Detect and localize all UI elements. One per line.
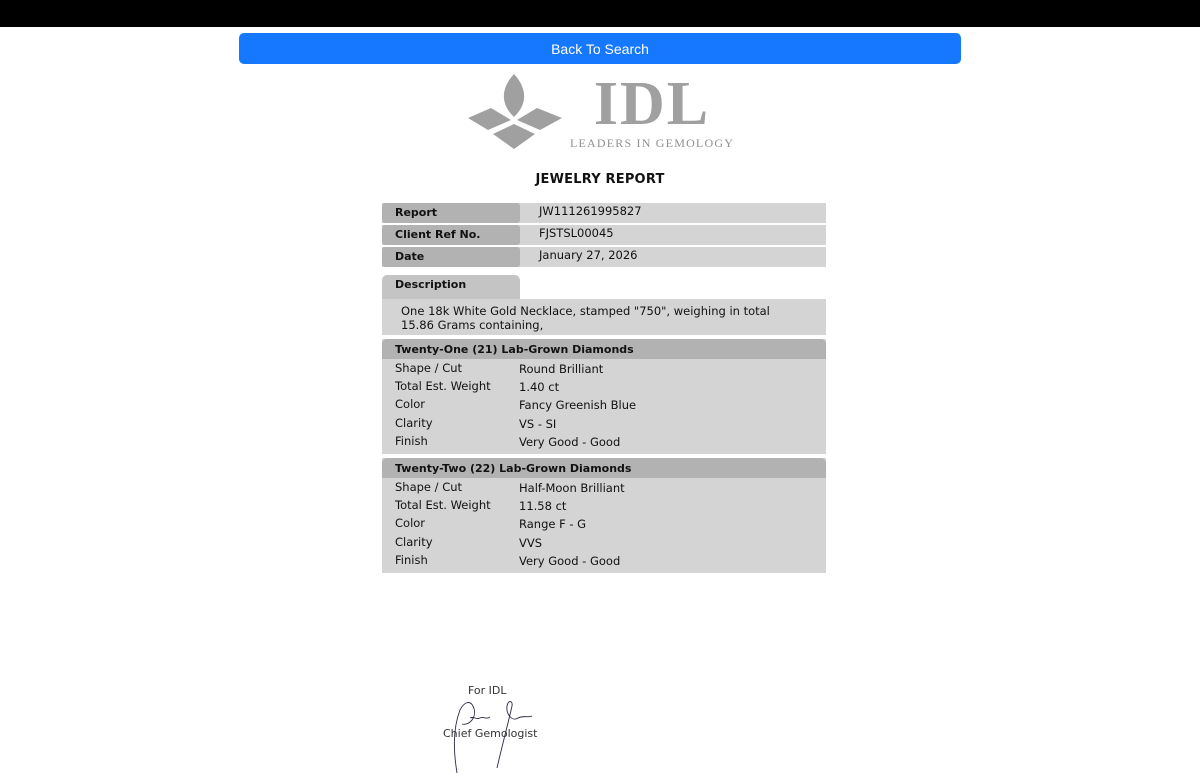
description-text: One 18k White Gold Necklace, stamped "750", weighing in total 15.86 Grams containing, — [382, 299, 826, 335]
meta-label: Date — [382, 247, 520, 267]
property-value: Very Good - Good — [519, 553, 621, 568]
property-row — [382, 396, 826, 414]
property-label: Total Est. Weight — [395, 498, 491, 513]
property-value: Range F - G — [519, 517, 587, 532]
meta-row — [382, 203, 826, 223]
signature-for-label: For IDL — [468, 684, 507, 697]
property-row — [382, 378, 826, 396]
property-value: Half-Moon Brilliant — [519, 481, 625, 495]
property-value: 11.58 ct — [519, 499, 567, 514]
property-row — [382, 534, 826, 552]
property-label: Clarity — [395, 415, 433, 430]
property-row — [382, 360, 826, 378]
idl-logo — [466, 70, 746, 154]
property-label: Color — [395, 516, 426, 531]
property-label: Finish — [395, 433, 428, 448]
property-label: Clarity — [395, 534, 433, 549]
meta-label: Report — [382, 203, 520, 223]
meta-label: Client Ref No. — [382, 225, 520, 245]
property-value: VVS — [519, 535, 543, 550]
meta-value: JW111261995827 — [539, 204, 642, 218]
property-value: 1.40 ct — [519, 380, 560, 395]
property-label: Shape / Cut — [395, 361, 463, 375]
meta-value: FJSTSL00045 — [539, 226, 614, 240]
group-title: Twenty-One (21) Lab-Grown Diamonds — [382, 339, 826, 359]
property-label: Shape / Cut — [395, 480, 463, 494]
property-value: Very Good - Good — [519, 434, 621, 449]
property-label: Color — [395, 397, 426, 412]
property-value: Round Brilliant — [519, 362, 604, 376]
group-title: Twenty-Two (22) Lab-Grown Diamonds — [382, 458, 826, 478]
logo-brand: IDL — [593, 70, 711, 138]
property-label: Finish — [395, 552, 428, 567]
property-row — [382, 497, 826, 515]
property-label: Total Est. Weight — [395, 379, 491, 394]
report-title: JEWELRY REPORT — [535, 172, 665, 187]
leaf-diamond-icon — [468, 74, 562, 149]
signature-title: Chief Gemologist — [443, 727, 538, 740]
diamond-group — [382, 339, 826, 454]
description-label: Description — [382, 275, 520, 299]
top-black-bar — [0, 0, 1200, 27]
property-row — [382, 552, 826, 570]
meta-row — [382, 247, 826, 267]
property-row — [382, 515, 826, 533]
property-value: VS - SI — [519, 416, 557, 431]
back-to-search-button[interactable]: Back To Search — [239, 33, 961, 64]
meta-row — [382, 225, 826, 245]
property-row — [382, 479, 826, 497]
logo-tagline: LEADERS IN GEMOLOGY — [569, 136, 735, 150]
property-row — [382, 415, 826, 433]
property-value: Fancy Greenish Blue — [519, 398, 637, 413]
diamond-group — [382, 458, 826, 573]
meta-value: January 27, 2026 — [539, 248, 638, 262]
property-row — [382, 433, 826, 451]
